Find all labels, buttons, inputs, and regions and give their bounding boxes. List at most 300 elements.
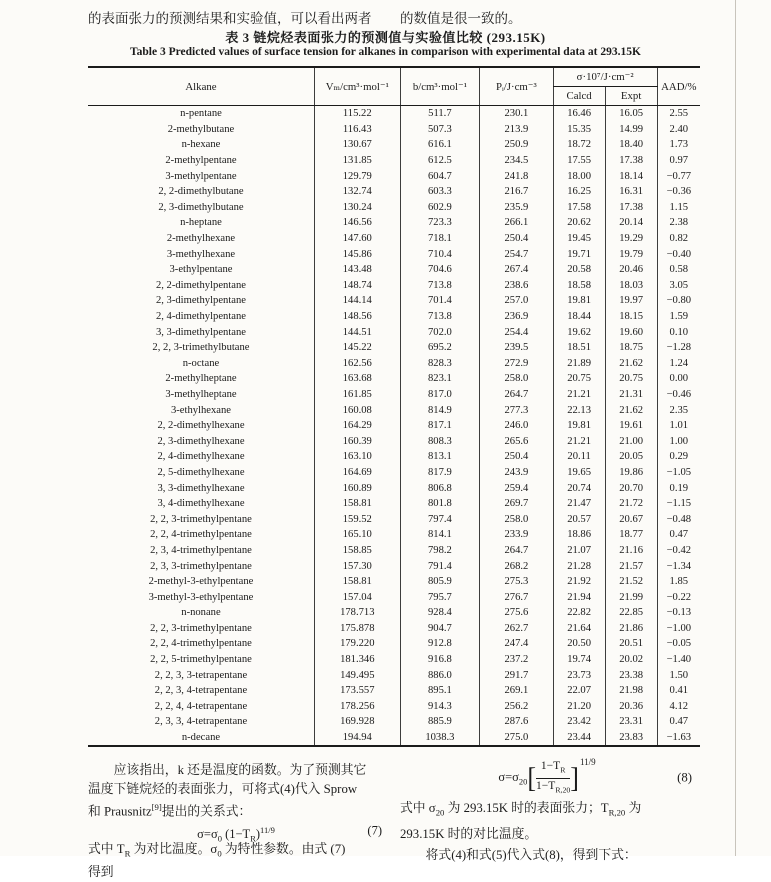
cell-calcd: 21.64 bbox=[553, 621, 605, 637]
cell-calcd: 19.45 bbox=[553, 231, 605, 247]
table-row bbox=[88, 667, 700, 683]
cell-expt: 19.29 bbox=[605, 231, 657, 247]
cell-expt: 21.72 bbox=[605, 496, 657, 512]
cell-b: 895.1 bbox=[400, 683, 480, 699]
cell-expt: 23.83 bbox=[605, 730, 657, 747]
cell-molar-volume: 115.22 bbox=[314, 106, 400, 122]
cell-molar-volume: 169.928 bbox=[314, 714, 400, 730]
open-bracket: [ bbox=[527, 761, 537, 794]
cell-molar-volume: 179.220 bbox=[314, 636, 400, 652]
cell-calcd: 21.28 bbox=[553, 558, 605, 574]
cell-aad: 0.47 bbox=[657, 527, 700, 543]
cell-calcd: 22.82 bbox=[553, 605, 605, 621]
table-row bbox=[88, 605, 700, 621]
cell-calcd: 18.00 bbox=[553, 168, 605, 184]
text-line: 得到 bbox=[88, 865, 114, 880]
table-row bbox=[88, 621, 700, 637]
cell-calcd: 20.57 bbox=[553, 511, 605, 527]
cell-pressure: 216.7 bbox=[480, 184, 553, 200]
cell-aad: 1.50 bbox=[657, 667, 700, 683]
equation-8-lhs: $\sigma=\sigma_{20}$ bbox=[498, 769, 528, 787]
cell-molar-volume: 157.30 bbox=[314, 558, 400, 574]
table-row bbox=[88, 527, 700, 543]
cell-aad: −0.13 bbox=[657, 605, 700, 621]
cell-aad: −0.05 bbox=[657, 636, 700, 652]
table-row bbox=[88, 636, 700, 652]
cell-aad: −0.22 bbox=[657, 589, 700, 605]
table-row bbox=[88, 480, 700, 496]
cell-molar-volume: 158.81 bbox=[314, 496, 400, 512]
cell-pressure: 213.9 bbox=[480, 122, 553, 138]
cell-b: 912.8 bbox=[400, 636, 480, 652]
cell-expt: 16.05 bbox=[605, 106, 657, 122]
table-row bbox=[88, 730, 700, 747]
table-row bbox=[88, 184, 700, 200]
cell-alkane: 3-methylheptane bbox=[165, 388, 237, 400]
cell-aad: −1.40 bbox=[657, 652, 700, 668]
fraction-denominator: $1-T_{R,20}$ bbox=[536, 779, 571, 794]
cell-expt: 21.16 bbox=[605, 543, 657, 559]
cell-b: 511.7 bbox=[400, 106, 480, 122]
cell-expt: 21.57 bbox=[605, 558, 657, 574]
text-line: 式中 $\sigma_{20}$ 为 293.15K 时的表面张力；$T_{R,20}$ 为 bbox=[400, 801, 642, 818]
cell-b: 602.9 bbox=[400, 200, 480, 216]
cell-b: 805.9 bbox=[400, 574, 480, 590]
cell-b: 813.1 bbox=[400, 449, 480, 465]
table-row bbox=[88, 589, 700, 605]
cell-calcd: 19.74 bbox=[553, 652, 605, 668]
cell-expt: 20.36 bbox=[605, 699, 657, 715]
col-header-molar-volume: Vₘ/cm³·mol⁻¹ bbox=[314, 67, 400, 106]
cell-aad: −0.80 bbox=[657, 293, 700, 309]
table-row bbox=[88, 714, 700, 730]
cell-aad: 2.55 bbox=[657, 106, 700, 122]
cell-alkane: 2, 2, 3-trimethylbutane bbox=[152, 342, 250, 354]
cell-pressure: 250.4 bbox=[480, 231, 553, 247]
table-row bbox=[88, 496, 700, 512]
table-row bbox=[88, 153, 700, 169]
cell-aad: −0.40 bbox=[657, 246, 700, 262]
cell-calcd: 23.73 bbox=[553, 667, 605, 683]
cell-aad: 0.10 bbox=[657, 324, 700, 340]
table-row bbox=[88, 246, 700, 262]
cell-calcd: 18.86 bbox=[553, 527, 605, 543]
cell-molar-volume: 148.74 bbox=[314, 278, 400, 294]
cell-b: 616.1 bbox=[400, 137, 480, 153]
cell-pressure: 254.4 bbox=[480, 324, 553, 340]
cell-pressure: 291.7 bbox=[480, 667, 553, 683]
cell-molar-volume: 149.495 bbox=[314, 667, 400, 683]
cell-b: 814.1 bbox=[400, 527, 480, 543]
cell-aad: 0.97 bbox=[657, 153, 700, 169]
cell-aad: 1.73 bbox=[657, 137, 700, 153]
col-header-covolume-b: b/cm³·mol⁻¹ bbox=[400, 67, 480, 106]
cell-calcd: 19.65 bbox=[553, 465, 605, 481]
col-header-calcd: Calcd bbox=[553, 87, 605, 106]
paragraph-right-column bbox=[400, 758, 694, 866]
cell-calcd: 20.62 bbox=[553, 215, 605, 231]
cell-calcd: 21.47 bbox=[553, 496, 605, 512]
cell-alkane: n-octane bbox=[182, 357, 220, 369]
table-row bbox=[88, 652, 700, 668]
cell-alkane: 2, 2-dimethylhexane bbox=[157, 420, 245, 432]
table-row bbox=[88, 122, 700, 138]
equation-8 bbox=[400, 758, 694, 798]
table-title-english: Table 3 Predicted values of surface tension for alkanes in comparison with experimental data at 293.15K bbox=[130, 46, 641, 58]
cell-aad: −0.48 bbox=[657, 511, 700, 527]
table-row bbox=[88, 262, 700, 278]
cell-pressure: 275.6 bbox=[480, 605, 553, 621]
cell-alkane: n-decane bbox=[181, 732, 221, 744]
cell-molar-volume: 159.52 bbox=[314, 511, 400, 527]
cell-molar-volume: 148.56 bbox=[314, 309, 400, 325]
cell-alkane: n-heptane bbox=[180, 217, 222, 229]
cell-b: 817.0 bbox=[400, 387, 480, 403]
cell-molar-volume: 163.68 bbox=[314, 371, 400, 387]
cell-calcd: 17.55 bbox=[553, 153, 605, 169]
cell-aad: 1.59 bbox=[657, 309, 700, 325]
cell-calcd: 19.81 bbox=[553, 418, 605, 434]
cell-b: 828.3 bbox=[400, 356, 480, 372]
cell-pressure: 258.0 bbox=[480, 511, 553, 527]
equation-8-body bbox=[498, 757, 596, 796]
cell-alkane: 2, 2, 4-trimethylpentane bbox=[150, 529, 252, 541]
table-row bbox=[88, 168, 700, 184]
cell-pressure: 272.9 bbox=[480, 356, 553, 372]
paragraph-left-column bbox=[88, 761, 384, 882]
equation-7-body: $\sigma=\sigma_0$ $(1-T_R)^{11/9}$ bbox=[197, 825, 275, 844]
cell-calcd: 19.62 bbox=[553, 324, 605, 340]
cell-pressure: 277.3 bbox=[480, 402, 553, 418]
cell-calcd: 21.20 bbox=[553, 699, 605, 715]
cell-pressure: 250.9 bbox=[480, 137, 553, 153]
cell-pressure: 247.4 bbox=[480, 636, 553, 652]
cell-molar-volume: 158.85 bbox=[314, 543, 400, 559]
cell-pressure: 275.3 bbox=[480, 574, 553, 590]
cell-alkane: n-nonane bbox=[181, 607, 221, 619]
cell-b: 718.1 bbox=[400, 231, 480, 247]
cell-alkane: 2, 2, 3-trimethylpentane bbox=[150, 622, 252, 634]
table-row bbox=[88, 293, 700, 309]
cell-aad: −0.77 bbox=[657, 168, 700, 184]
cell-calcd: 17.58 bbox=[553, 200, 605, 216]
text-line: 式中 $T_R$ 为对比温度。$\sigma_0$ 为特性参数。由式 (7) bbox=[88, 842, 346, 859]
cell-molar-volume: 160.39 bbox=[314, 433, 400, 449]
cell-expt: 19.97 bbox=[605, 293, 657, 309]
col-header-pressure: Pᵢ/J·cm⁻³ bbox=[480, 67, 553, 106]
cell-expt: 20.14 bbox=[605, 215, 657, 231]
table-row bbox=[88, 511, 700, 527]
cell-pressure: 265.6 bbox=[480, 433, 553, 449]
cell-pressure: 264.7 bbox=[480, 543, 553, 559]
cell-pressure: 243.9 bbox=[480, 465, 553, 481]
cell-expt: 18.03 bbox=[605, 278, 657, 294]
cell-pressure: 234.5 bbox=[480, 153, 553, 169]
cell-calcd: 22.13 bbox=[553, 402, 605, 418]
cell-calcd: 18.51 bbox=[553, 340, 605, 356]
cell-alkane: n-pentane bbox=[180, 108, 222, 120]
table-row bbox=[88, 215, 700, 231]
cell-b: 723.3 bbox=[400, 215, 480, 231]
cell-molar-volume: 146.56 bbox=[314, 215, 400, 231]
cell-calcd: 16.46 bbox=[553, 106, 605, 122]
cell-alkane: 3-methylhexane bbox=[166, 248, 236, 260]
cell-expt: 18.40 bbox=[605, 137, 657, 153]
cell-b: 713.8 bbox=[400, 278, 480, 294]
cell-calcd: 18.58 bbox=[553, 278, 605, 294]
cell-expt: 20.46 bbox=[605, 262, 657, 278]
cell-expt: 23.38 bbox=[605, 667, 657, 683]
cell-alkane: 3, 3-dimethylpentane bbox=[155, 326, 246, 338]
table-row bbox=[88, 340, 700, 356]
cell-aad: 2.38 bbox=[657, 215, 700, 231]
scan-artifact-line bbox=[735, 0, 736, 856]
text-line: 应该指出，k 还是温度的函数。为了预测其它 bbox=[113, 763, 367, 777]
cell-expt: 21.62 bbox=[605, 356, 657, 372]
cell-alkane: 2-methylbutane bbox=[167, 123, 235, 135]
equation-8-number: (8) bbox=[677, 770, 692, 785]
cell-aad: 2.35 bbox=[657, 402, 700, 418]
table-row bbox=[88, 324, 700, 340]
cell-molar-volume: 194.94 bbox=[314, 730, 400, 747]
cell-alkane: 3, 4-dimethylhexane bbox=[157, 498, 245, 510]
cell-b: 823.1 bbox=[400, 371, 480, 387]
cell-aad: 0.58 bbox=[657, 262, 700, 278]
cell-aad: −1.28 bbox=[657, 340, 700, 356]
cell-pressure: 239.5 bbox=[480, 340, 553, 356]
table-row bbox=[88, 106, 700, 122]
cell-aad: −0.42 bbox=[657, 543, 700, 559]
cell-molar-volume: 144.51 bbox=[314, 324, 400, 340]
cell-alkane: 3-methylpentane bbox=[165, 170, 237, 182]
cell-b: 791.4 bbox=[400, 558, 480, 574]
cell-b: 710.4 bbox=[400, 246, 480, 262]
cell-pressure: 238.6 bbox=[480, 278, 553, 294]
cell-aad: 0.41 bbox=[657, 683, 700, 699]
cell-calcd: 20.50 bbox=[553, 636, 605, 652]
cell-expt: 21.62 bbox=[605, 402, 657, 418]
table-row bbox=[88, 231, 700, 247]
cell-calcd: 21.07 bbox=[553, 543, 605, 559]
cell-b: 916.8 bbox=[400, 652, 480, 668]
cell-expt: 22.85 bbox=[605, 605, 657, 621]
cell-alkane: 2-methylhexane bbox=[166, 233, 236, 245]
cell-alkane: 2, 3, 3-trimethylpentane bbox=[150, 560, 252, 572]
cell-calcd: 21.89 bbox=[553, 356, 605, 372]
cell-molar-volume: 157.04 bbox=[314, 589, 400, 605]
cell-expt: 19.86 bbox=[605, 465, 657, 481]
table-3-surface-tension bbox=[88, 66, 700, 747]
cell-molar-volume: 132.74 bbox=[314, 184, 400, 200]
cell-alkane: 2, 3-dimethylhexane bbox=[157, 435, 245, 447]
cell-b: 604.7 bbox=[400, 168, 480, 184]
text-line: 293.15K 时的对比温度。 bbox=[400, 826, 538, 841]
cell-aad: −1.15 bbox=[657, 496, 700, 512]
cell-pressure: 267.4 bbox=[480, 262, 553, 278]
cell-alkane: 2, 2, 4, 4-tetrapentane bbox=[154, 700, 248, 712]
cell-pressure: 254.7 bbox=[480, 246, 553, 262]
body-text-continuation-left: 的表面张力的预测结果和实验值，可以看出两者 bbox=[88, 11, 372, 26]
cell-molar-volume: 145.22 bbox=[314, 340, 400, 356]
cell-b: 795.7 bbox=[400, 589, 480, 605]
cell-b: 695.2 bbox=[400, 340, 480, 356]
cell-calcd: 19.71 bbox=[553, 246, 605, 262]
cell-molar-volume: 160.08 bbox=[314, 402, 400, 418]
cell-pressure: 233.9 bbox=[480, 527, 553, 543]
table-row bbox=[88, 278, 700, 294]
cell-molar-volume: 164.69 bbox=[314, 465, 400, 481]
table-row bbox=[88, 433, 700, 449]
text-line: 温度下链烷烃的表面张力，可将式(4)代入 Sprow bbox=[88, 781, 358, 796]
cell-pressure: 236.9 bbox=[480, 309, 553, 325]
table-row bbox=[88, 356, 700, 372]
cell-molar-volume: 162.56 bbox=[314, 356, 400, 372]
cell-aad: 1.15 bbox=[657, 200, 700, 216]
cell-aad: 0.82 bbox=[657, 231, 700, 247]
cell-molar-volume: 175.878 bbox=[314, 621, 400, 637]
cell-molar-volume: 178.713 bbox=[314, 605, 400, 621]
cell-b: 808.3 bbox=[400, 433, 480, 449]
cell-molar-volume: 129.79 bbox=[314, 168, 400, 184]
table-row bbox=[88, 543, 700, 559]
cell-b: 507.3 bbox=[400, 122, 480, 138]
cell-expt: 20.02 bbox=[605, 652, 657, 668]
cell-b: 702.0 bbox=[400, 324, 480, 340]
cell-b: 701.4 bbox=[400, 293, 480, 309]
table-row bbox=[88, 465, 700, 481]
cell-aad: 0.00 bbox=[657, 371, 700, 387]
cell-aad: 0.29 bbox=[657, 449, 700, 465]
cell-molar-volume: 116.43 bbox=[314, 122, 400, 138]
cell-pressure: 241.8 bbox=[480, 168, 553, 184]
cell-pressure: 269.7 bbox=[480, 496, 553, 512]
col-header-aad: AAD/% bbox=[657, 67, 700, 106]
cell-expt: 19.61 bbox=[605, 418, 657, 434]
cell-calcd: 21.92 bbox=[553, 574, 605, 590]
cell-molar-volume: 173.557 bbox=[314, 683, 400, 699]
equation-7-number: (7) bbox=[367, 823, 382, 838]
cell-alkane: 2, 5-dimethylhexane bbox=[157, 466, 245, 478]
cell-expt: 18.75 bbox=[605, 340, 657, 356]
cell-b: 603.3 bbox=[400, 184, 480, 200]
cell-expt: 18.14 bbox=[605, 168, 657, 184]
cell-pressure: 262.7 bbox=[480, 621, 553, 637]
cell-expt: 21.31 bbox=[605, 387, 657, 403]
cell-molar-volume: 144.14 bbox=[314, 293, 400, 309]
cell-pressure: 258.0 bbox=[480, 371, 553, 387]
cell-aad: −1.63 bbox=[657, 730, 700, 747]
fraction-numerator: $1-T_R$ bbox=[536, 760, 570, 778]
text-line: 将式(4)和式(5)代入式(8)，得到下式： bbox=[425, 847, 637, 862]
table-row bbox=[88, 137, 700, 153]
cell-alkane: 2-methylheptane bbox=[165, 373, 237, 385]
cell-expt: 23.31 bbox=[605, 714, 657, 730]
cell-b: 885.9 bbox=[400, 714, 480, 730]
table-title-chinese: 表 3 链烷烃表面张力的预测值与实验值比较 (293.15K) bbox=[225, 30, 546, 45]
cell-aad: 1.24 bbox=[657, 356, 700, 372]
table-row bbox=[88, 309, 700, 325]
cell-b: 704.6 bbox=[400, 262, 480, 278]
cell-molar-volume: 160.89 bbox=[314, 480, 400, 496]
table-row bbox=[88, 699, 700, 715]
equation-8-exponent: 11/9 bbox=[579, 757, 596, 768]
cell-b: 806.8 bbox=[400, 480, 480, 496]
col-header-sigma-group: σ·10⁷/J·cm⁻² bbox=[553, 67, 657, 87]
cell-molar-volume: 130.24 bbox=[314, 200, 400, 216]
cell-pressure: 276.7 bbox=[480, 589, 553, 605]
cell-expt: 20.05 bbox=[605, 449, 657, 465]
cell-calcd: 19.81 bbox=[553, 293, 605, 309]
cell-molar-volume: 143.48 bbox=[314, 262, 400, 278]
cell-calcd: 18.72 bbox=[553, 137, 605, 153]
cell-molar-volume: 163.10 bbox=[314, 449, 400, 465]
table-body bbox=[88, 106, 700, 747]
cell-calcd: 20.74 bbox=[553, 480, 605, 496]
cell-molar-volume: 158.81 bbox=[314, 574, 400, 590]
cell-pressure: 246.0 bbox=[480, 418, 553, 434]
cell-pressure: 257.0 bbox=[480, 293, 553, 309]
cell-calcd: 23.42 bbox=[553, 714, 605, 730]
cell-b: 817.1 bbox=[400, 418, 480, 434]
cell-aad: −0.36 bbox=[657, 184, 700, 200]
cell-expt: 18.15 bbox=[605, 309, 657, 325]
cell-expt: 21.99 bbox=[605, 589, 657, 605]
body-text-top bbox=[88, 7, 698, 25]
cell-alkane: 2, 2-dimethylpentane bbox=[155, 279, 246, 291]
cell-expt: 17.38 bbox=[605, 200, 657, 216]
cell-b: 814.9 bbox=[400, 402, 480, 418]
cell-alkane: 3, 3-dimethylhexane bbox=[157, 482, 245, 494]
equation-8-fraction bbox=[536, 760, 570, 796]
table-row bbox=[88, 558, 700, 574]
table-row bbox=[88, 449, 700, 465]
cell-pressure: 256.2 bbox=[480, 699, 553, 715]
cell-calcd: 20.75 bbox=[553, 371, 605, 387]
cell-calcd: 21.94 bbox=[553, 589, 605, 605]
cell-pressure: 264.7 bbox=[480, 387, 553, 403]
col-header-alkane: Alkane bbox=[88, 67, 314, 106]
cell-pressure: 235.9 bbox=[480, 200, 553, 216]
cell-b: 928.4 bbox=[400, 605, 480, 621]
table-row bbox=[88, 200, 700, 216]
cell-expt: 18.77 bbox=[605, 527, 657, 543]
cell-aad: −1.05 bbox=[657, 465, 700, 481]
cell-pressure: 287.6 bbox=[480, 714, 553, 730]
cell-aad: 2.40 bbox=[657, 122, 700, 138]
cell-aad: 4.12 bbox=[657, 699, 700, 715]
cell-expt: 14.99 bbox=[605, 122, 657, 138]
cell-pressure: 269.1 bbox=[480, 683, 553, 699]
cell-molar-volume: 161.85 bbox=[314, 387, 400, 403]
cell-pressure: 275.0 bbox=[480, 730, 553, 747]
cell-aad: 1.00 bbox=[657, 433, 700, 449]
cell-molar-volume: 165.10 bbox=[314, 527, 400, 543]
table-row bbox=[88, 683, 700, 699]
table-row bbox=[88, 418, 700, 434]
cell-b: 914.3 bbox=[400, 699, 480, 715]
cell-b: 713.8 bbox=[400, 309, 480, 325]
cell-b: 801.8 bbox=[400, 496, 480, 512]
close-bracket: ] bbox=[570, 761, 579, 794]
cell-alkane: 2, 3, 3, 4-tetrapentane bbox=[154, 716, 248, 728]
cell-expt: 16.31 bbox=[605, 184, 657, 200]
cell-b: 1038.3 bbox=[400, 730, 480, 747]
cell-expt: 20.70 bbox=[605, 480, 657, 496]
col-header-expt: Expt bbox=[605, 87, 657, 106]
cell-aad: −0.46 bbox=[657, 387, 700, 403]
cell-b: 886.0 bbox=[400, 667, 480, 683]
cell-calcd: 16.25 bbox=[553, 184, 605, 200]
